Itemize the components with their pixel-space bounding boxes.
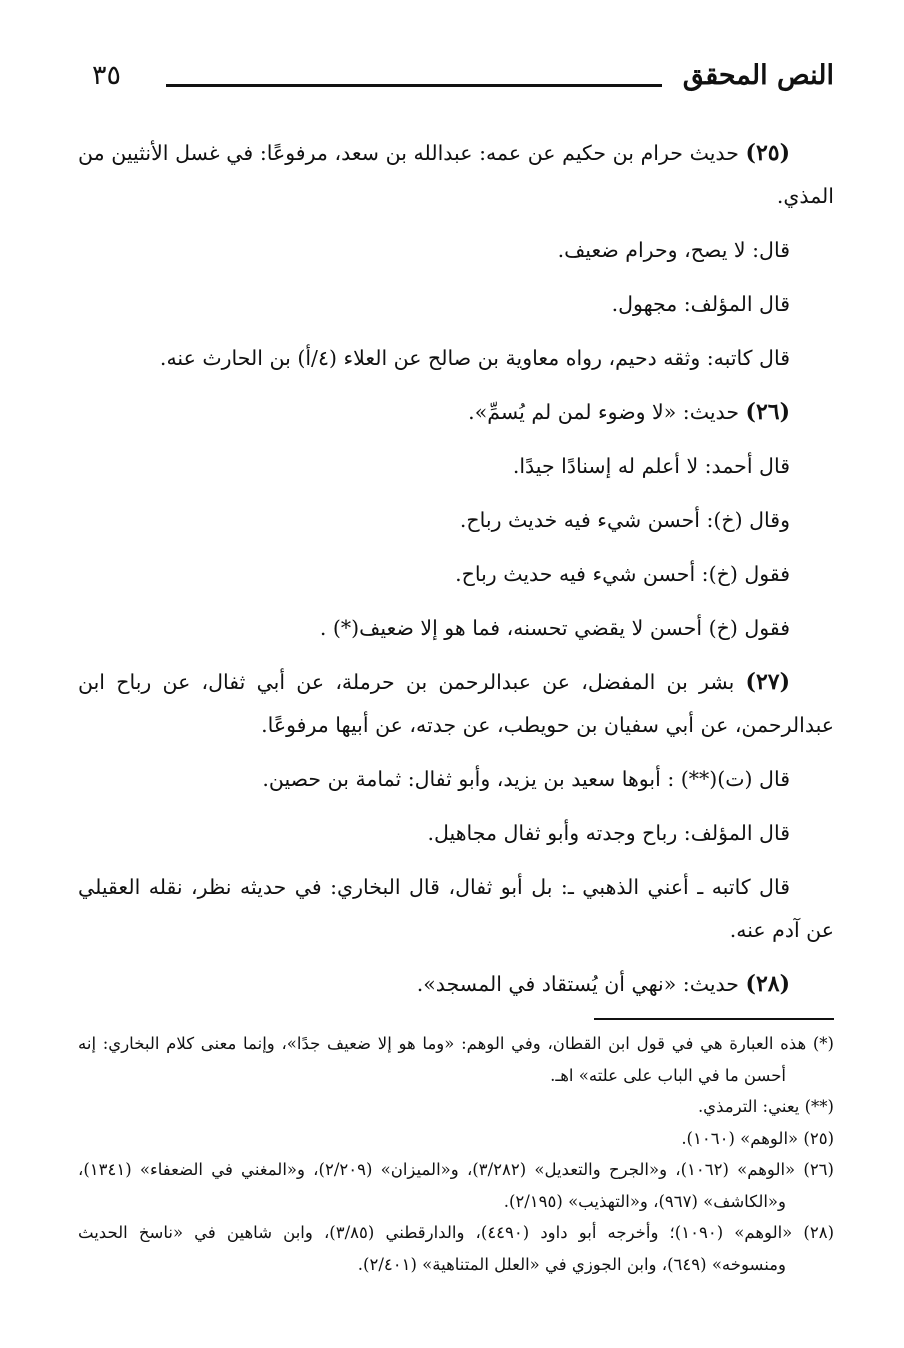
- footnote-separator: [594, 1018, 834, 1020]
- hadith-number: (٢٦): [745, 399, 790, 425]
- hadith-text: بشر بن المفضل، عن عبدالرحمن بن حرملة، عن أبي ثفال، عن رباح ابن عبدالرحمن، عن أبي سفيان بن حويطب، عن جدته، عن أبيها مرفوعًا.: [78, 670, 834, 737]
- hadith-number: (٢٧): [745, 669, 790, 695]
- hadith-25: [78, 132, 834, 218]
- hadith-28: [78, 963, 834, 1006]
- comment-line: قال (ت)(**) : أبوها سعيد بن يزيد، وأبو ثفال: ثمامة بن حصين.: [262, 767, 790, 791]
- comment-line: قال كاتبه: وثقه دحيم، رواه معاوية بن صالح عن العلاء (٤/أ) بن الحارث عنه.: [159, 346, 790, 370]
- comment-line: فقول (خ) أحسن لا يقضي تحسنه، فما هو إلا ضعيف(*) .: [319, 616, 790, 640]
- hadith-text: حديث: «لا وضوء لمن لم يُسمِّ».: [468, 400, 746, 424]
- page-number: ٣٥: [92, 60, 122, 91]
- footnote: (٢٨) «الوهم» (١٠٩٠)؛ وأخرجه أبو داود (٤٤٩٠)، والدارقطني (٣/٨٥)، وابن شاهين في «ناسخ الحديث ومنسوخه» (٦٤٩)، وابن الجوزي في «العلل المتناهية» (٢/٤٠١).: [78, 1223, 835, 1274]
- hadith-text: حديث: «نهي أن يُستقاد في المسجد».: [416, 972, 746, 996]
- running-title: النص المحقق: [682, 60, 834, 91]
- comment-line: قال أحمد: لا أعلم له إسنادًا جيدًا.: [512, 454, 790, 478]
- footnote: (٢٦) «الوهم» (١٠٦٢)، و«الجرح والتعديل» (٣/٢٨٢)، و«الميزان» (٢/٢٠٩)، و«المغني في الضعفاء» (١٣٤١)، و«الكاشف» (٩٦٧)، و«التهذيب» (٢/١٩٥).: [78, 1160, 834, 1211]
- comment-line: قال المؤلف: رباح وجدته وأبو ثفال مجاهيل.: [427, 821, 790, 845]
- footnotes: [78, 1028, 834, 1280]
- comment-line: قال: لا يصح، وحرام ضعيف.: [557, 238, 790, 262]
- hadith-number: (٢٨): [745, 971, 790, 997]
- footnote: (٢٥) «الوهم» (١٠٦٠).: [681, 1128, 834, 1148]
- header-rule: [166, 84, 662, 87]
- hadith-number: (٢٥): [745, 140, 790, 166]
- book-page: [78, 52, 834, 1332]
- comment-line: قال المؤلف: مجهول.: [611, 292, 790, 316]
- running-header: [78, 60, 834, 100]
- comment-line: فقول (خ): أحسن شيء فيه حديث رباح.: [455, 562, 790, 586]
- footnote: (*) هذه العبارة هي في قول ابن القطان، وفي الوهم: «وما هو إلا ضعيف جدًا»، وإنما معنى كلام البخاري: إنه أحسن ما في الباب على علته» اهـ.: [78, 1034, 834, 1085]
- footnote: (**) يعني: الترمذي.: [697, 1097, 834, 1116]
- main-text: [78, 132, 834, 1017]
- comment-line: وقال (خ): أحسن شيء فيه خديث رباح.: [459, 508, 790, 532]
- comment-line: قال كاتبه ـ أعني الذهبي ـ: بل أبو ثفال، قال البخاري: في حديثه نظر، نقله العقيلي عن آدم عنه.: [78, 875, 834, 942]
- hadith-27: [78, 661, 834, 747]
- hadith-text: حديث حرام بن حكيم عن عمه: عبدالله بن سعد، مرفوعًا: في غسل الأنثيين من المذي.: [78, 141, 834, 208]
- hadith-26: [78, 391, 834, 434]
